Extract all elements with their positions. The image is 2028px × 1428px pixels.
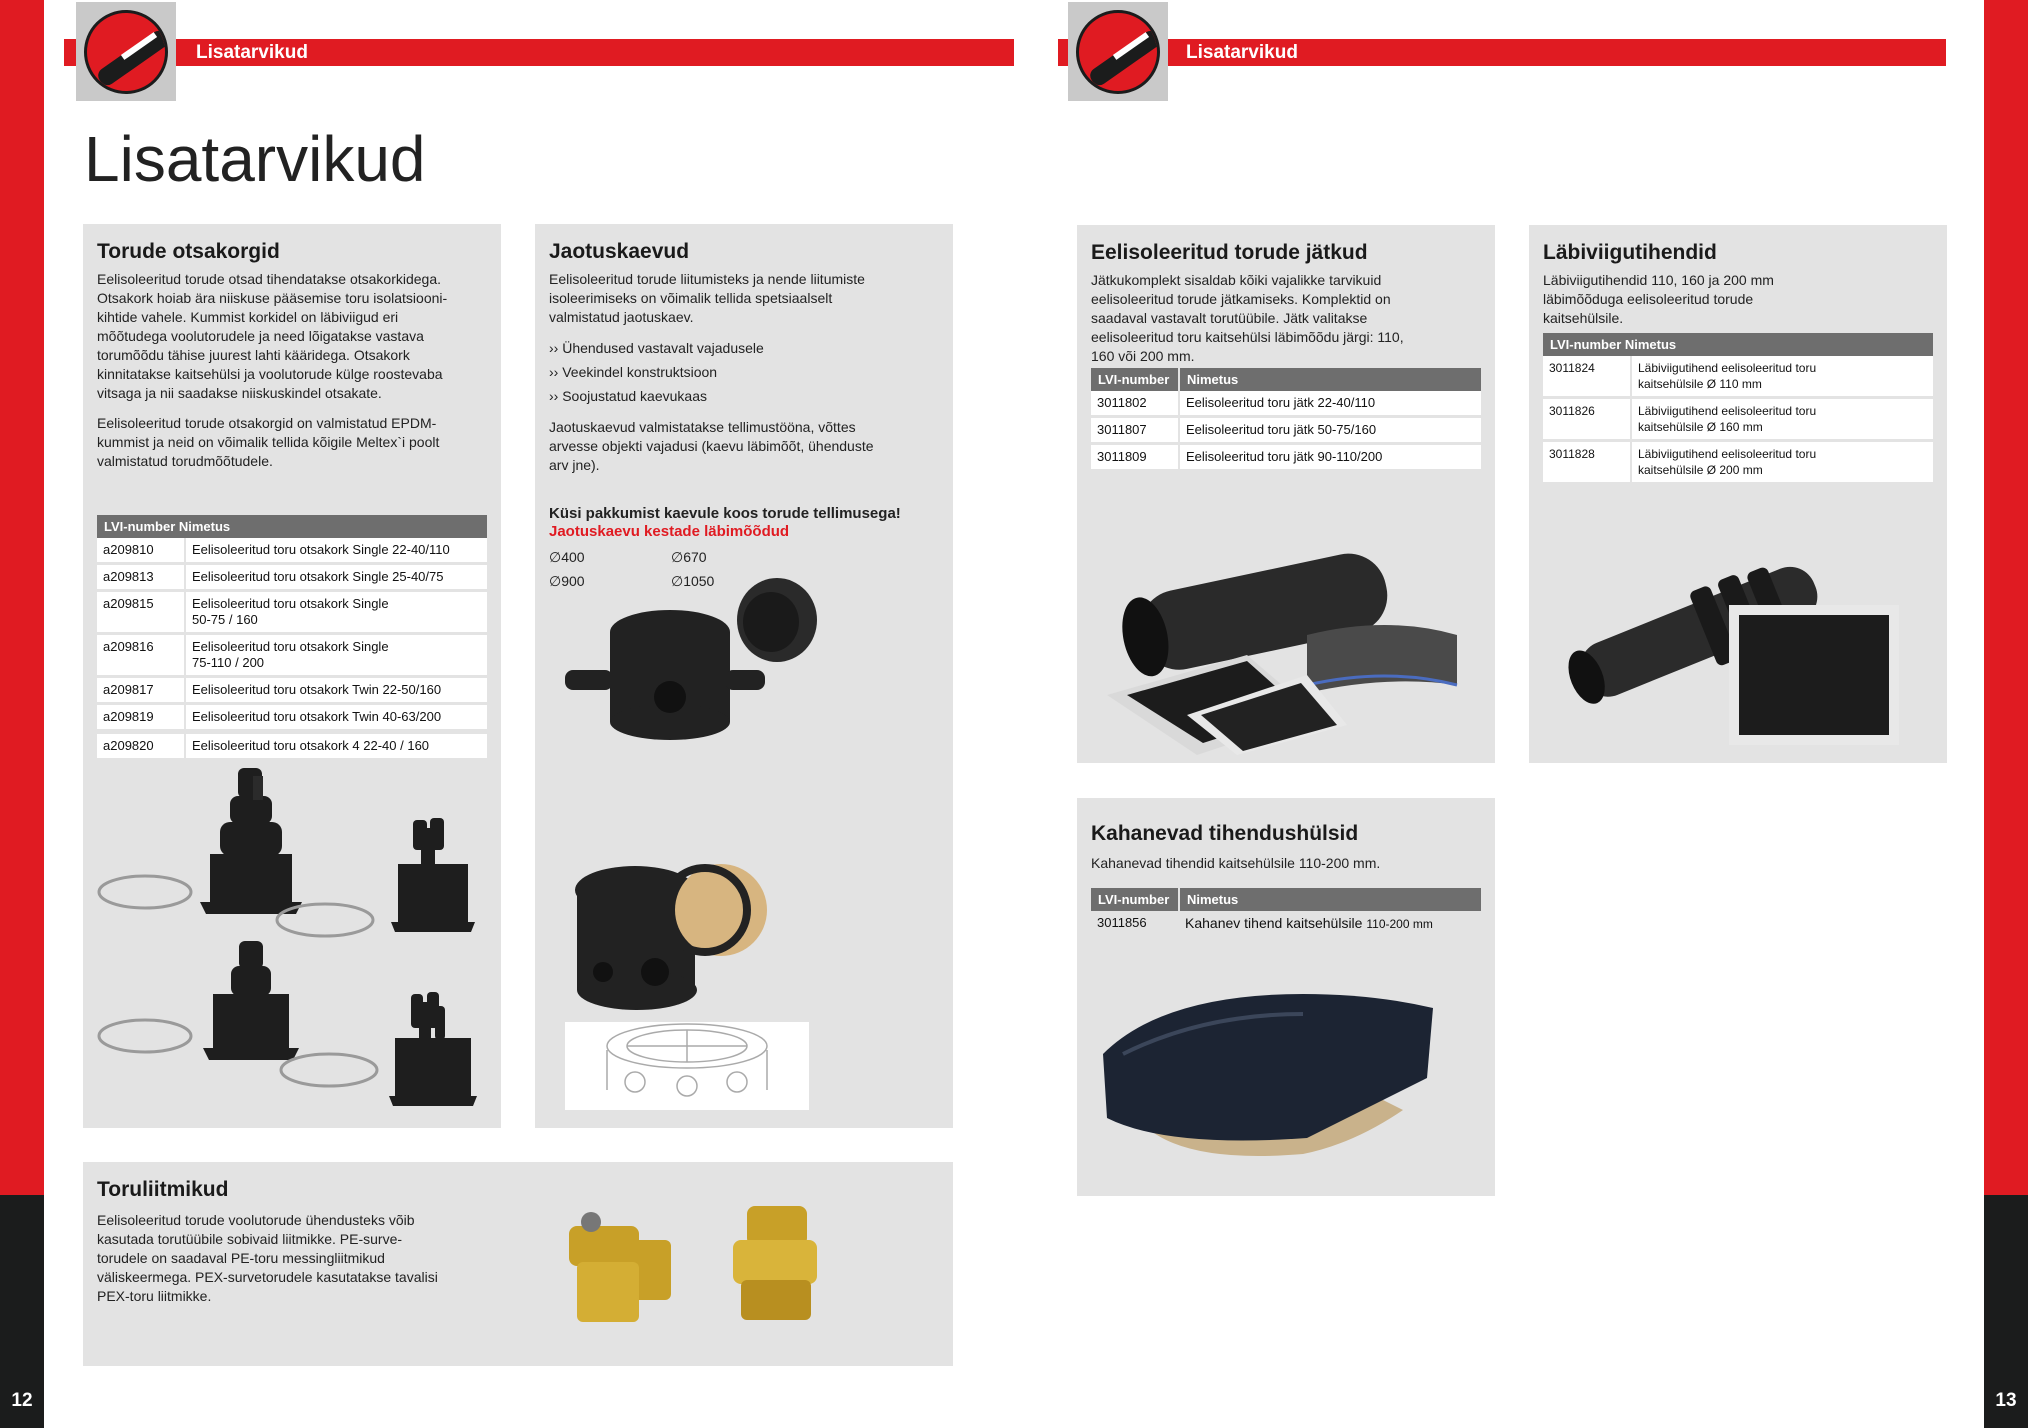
page-title: Lisatarvikud [84,123,426,195]
diameter-icon: ∅ [549,573,562,589]
section-heading: Jaotuskaevud [549,240,690,263]
quote-callout: Küsi pakkumist kaevule koos torude tellimusega! [549,505,901,522]
seal-image [1559,515,1919,755]
table-row: a209816 Eelisoleeritud toru otsakork Single 75-110 / 200 [97,634,487,677]
section-heading: Kahanevad tihendushülsid [1091,822,1359,845]
section-heading: Torude otsakorgid [97,240,280,263]
header-label: Lisatarvikud [1186,42,1298,63]
column-header: LVI-number [1091,888,1179,911]
panel-labiviik [1529,225,1947,763]
table-row: a209819 Eelisoleeritud toru otsakork Twin 40-63/200 [97,704,487,731]
diameter-icon: ∅ [671,573,684,589]
panel-otsakorgid [83,224,501,1128]
header-bar-left [64,39,1014,66]
product-table [1543,333,1933,485]
table-row: a209810 Eelisoleeritud toru otsakork Single 22-40/110 [97,538,487,564]
section-heading: Eelisoleeritud torude jätkud [1091,241,1368,264]
table-row: a209817 Eelisoleeritud toru otsakork Twin 22-50/160 [97,677,487,704]
section-text: Kahanevad tihendid kaitsehülsile 110-200 mm. [1091,855,1381,871]
table-row: 3011809 Eelisoleeritud toru jätk 90-110/200 [1091,444,1481,471]
product-table [1091,368,1481,472]
list-item: ›› Ühendused vastavalt vajadusele [549,340,764,356]
left-edge-stripe [0,0,44,1195]
product-table [97,734,487,761]
section-text: Eelisoleeritud torude voolutorude ühendusteks võib kasutada torutüübile sobivaid liitmikke. PE-surve- torudele on saadaval PE-toru messingliitmikud väliskeermega. PEX-survetorudele kasutatakse tavalisi PEX-toru liitmikke. [97,1212,438,1304]
page-number-right: 13 [1995,1390,2017,1411]
brass-fittings-image [561,1196,821,1336]
section-heading: Toruliitmikud [97,1178,229,1201]
section-heading: Läbiviigutihendid [1543,241,1717,264]
chamber-images [565,572,935,1112]
shrink-sleeve-image [1103,974,1443,1174]
product-table [97,515,487,732]
end-caps-image [93,768,493,1118]
section-text: Jätkukomplekt sisaldab kõiki vajalikke tarvikuid eelisoleeritud torude jätkamiseks. Komplektid on saadaval vastavalt torutüübile. Jätk valitakse eelisoleeritud toru kaitsehülsi läbimõõdu järgi: 110, 160 või 200 mm. [1091,272,1404,364]
table-row: a209815 Eelisoleeritud toru otsakork Single 50-75 / 160 [97,591,487,634]
diameter-icon: ∅ [549,549,562,565]
section-text: Eelisoleeritud torude liitumisteks ja nende liitumiste isoleerimiseks on võimalik tellida spetsiaalselt valmistatud jaotuskaev. [549,271,865,325]
table-header: LVI-number Nimetus [1543,333,1933,356]
pipe-icon [1076,10,1160,94]
table-row: 3011856 Kahanev tihend kaitsehülsile 110-200 mm [1097,915,1433,931]
table-row: 3011824 Läbiviigutihend eelisoleeritud toru kaitsehülsile Ø 110 mm [1543,356,1933,398]
table-header: LVI-number Nimetus [97,515,487,538]
brand-logo-right [1068,2,1168,101]
panel-jaotuskaevud: Jaotuskaevud Eelisoleeritud torude liitumisteks ja nende liitumiste isoleerimiseks on võimalik tellida spetsiaalselt valmistatud jaotuskaev. ›› Ühendused vastavalt vajadusele ›› Veekindel konstruktsioon ›› Soojustatud kaevukaas Jaotuskaevud valmistatakse tellimustööna, võttes arvesse objekti vajadusi (kaevu läbimõõt, ühenduste arv jne). Küsi pakkumist kaevule koos torude tellimusega! Jaotuskaevu kestade läbimõõdud ∅400 ∅670 ∅900 ∅1050 [535,224,953,1128]
section-text: Läbiviigutihendid 110, 160 ja 200 mm läbimõõduga eelisoleeritud torude kaitsehülsile. [1543,272,1774,326]
table-row: 3011807 Eelisoleeritud toru jätk 50-75/160 [1091,417,1481,444]
column-header: LVI-number [1091,368,1179,391]
table-row: 3011802 Eelisoleeritud toru jätk 22-40/110 [1091,391,1481,417]
list-item: ›› Veekindel konstruktsioon [549,364,718,380]
brand-logo-left [76,2,176,101]
panel-toruliitmikud [83,1162,953,1366]
list-item: ›› Soojustatud kaevukaas [549,388,707,404]
section-text: Eelisoleeritud torude otsad tihendatakse otsakorkidega. Otsakork hoiab ära niiskuse pääsemise toru isolatsiooni- kihtide vahele. Kummist korkidel on läbiviigud eri mõõtudega voolutorudele ja need lõigatakse vastava torumõõdu tähise juurest lahti kääridega. Otsakork kinnitatakse kaitsehülsi ja voolutorude külge roostevaba vitsaga ja nii saadakse niiskuskindel otsakate. [97,271,448,401]
section-text: Eelisoleeritud torude otsakorgid on valmistatud EPDM- kummist ja neid on võimalik tellida kõigile Meltex`i poolt valmistatud torudmõõtudele. [97,415,440,469]
table-row: 3011826 Läbiviigutihend eelisoleeritud toru kaitsehülsile Ø 160 mm [1543,398,1933,441]
product-table [1091,888,1481,936]
header-bar-right [1058,39,1946,66]
section-text: Jaotuskaevud valmistatakse tellimustööna, võttes arvesse objekti vajadusi (kaevu läbimõõt, ühenduste arv jne). [549,419,874,473]
diameters-title: Jaotuskaevu kestade läbimõõdud [549,523,790,540]
table-row: 3011828 Läbiviigutihend eelisoleeritud toru kaitsehülsile Ø 200 mm [1543,441,1933,484]
right-edge-stripe [1984,0,2028,1195]
table-row: a209813 Eelisoleeritud toru otsakork Single 25-40/75 [97,564,487,591]
diameter-icon: ∅ [671,549,684,565]
header-label: Lisatarvikud [196,42,308,63]
column-header: Nimetus [1179,888,1481,911]
table-row: a209820 Eelisoleeritud toru otsakork 4 22-40 / 160 [97,734,487,760]
page-number-left: 12 [11,1390,33,1411]
panel-jatkud [1077,225,1495,763]
joint-kit-image [1097,525,1477,755]
panel-kahanevad [1077,798,1495,1196]
pipe-icon [84,10,168,94]
feature-list [549,339,764,406]
column-header: Nimetus [1179,368,1481,391]
